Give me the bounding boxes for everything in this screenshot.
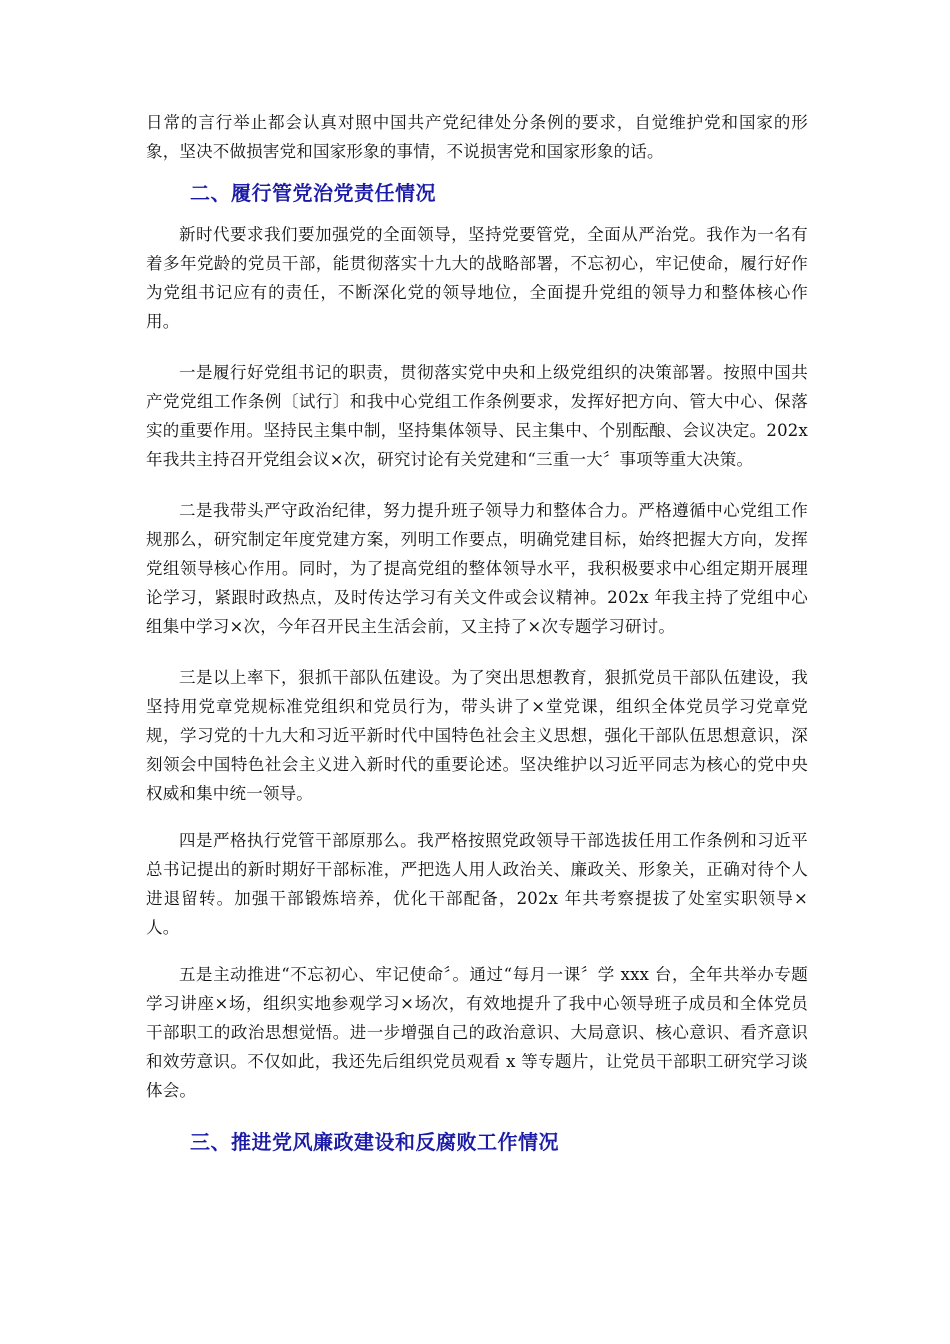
section-2-heading: 二、履行管党治党责任情况 bbox=[190, 181, 436, 205]
section-2-paragraph-1: 一是履行好党组书记的职责，贯彻落实党中央和上级党组织的决策部署。按照中国共产党党组工作条例〔试行〕和我中心党组工作条例要求，发挥好把方向、管大中心、保落实的重要作用。坚持民主集中制，坚持集体领导、民主集中、个别酝酿、会议决定。202x 年我共主持召开党组会议×次，研究讨论有关党建和“三重一大〞事项等重大决策。 bbox=[146, 363, 808, 469]
section-2-paragraph-3: 三是以上率下，狠抓干部队伍建设。为了突出思想教育，狠抓党员干部队伍建设，我坚持用党章党规标准党组织和党员行为，带头讲了×堂党课，组织全体党员学习党章党规，学习党的十九大和习近平新时代中国特色社会主义思想，强化干部队伍思想意识，深刻领会中国特色社会主义进入新时代的重要论述。坚决维护以习近平同志为核心的党中央权威和集中统一领导。 bbox=[146, 668, 808, 803]
section-2-paragraph-4: 四是严格执行党管干部原那么。我严格按照党政领导干部选拔任用工作条例和习近平总书记提出的新时期好干部标准，严把选人用人政治关、廉政关、形象关，正确对待个人进退留转。加强干部锻炼培养，优化干部配备，202x 年共考察提拔了处室实职领导×人。 bbox=[146, 831, 808, 937]
section-2-paragraph-5: 五是主动推进“不忘初心、牢记使命〞。通过“每月一课〞学 xxx 台，全年共举办专题学习讲座×场，组织实地参观学习×场次，有效地提升了我中心领导班子成员和全体党员干部职工的政治思想觉悟。进一步增强自己的政治意识、大局意识、核心意识、看齐意识和效劳意识。不仅如此，我还先后组织党员观看 x 等专题片，让党员干部职工研究学习谈体会。 bbox=[146, 965, 808, 1100]
document-page bbox=[146, 108, 808, 1157]
section-2-paragraph-2: 二是我带头严守政治纪律，努力提升班子领导力和整体合力。严格遵循中心党组工作规那么，研究制定年度党建方案，列明工作要点，明确党建目标，始终把握大方向，发挥党组领导核心作用。同时，为了提高党组的整体领导水平，我积极要求中心组定期开展理论学习，紧跟时政热点，及时传达学习有关文件或会议精神。202x 年我主持了党组中心组集中学习×次，今年召开民主生活会前，又主持了×次专题学习研讨。 bbox=[146, 501, 808, 636]
section-2-paragraph-intro: 新时代要求我们要加强党的全面领导，坚持党要管党，全面从严治党。我作为一名有着多年党龄的党员干部，能贯彻落实十九大的战略部署，不忘初心，牢记使命，履行好作为党组书记应有的责任，不断深化党的领导地位，全面提升党组的领导力和整体核心作用。 bbox=[146, 225, 808, 331]
intro-paragraph: 日常的言行举止都会认真对照中国共产党纪律处分条例的要求，自觉维护党和国家的形象，坚决不做损害党和国家形象的事情，不说损害党和国家形象的话。 bbox=[146, 113, 808, 161]
section-3-heading: 三、推进党风廉政建设和反腐败工作情况 bbox=[190, 1130, 559, 1154]
